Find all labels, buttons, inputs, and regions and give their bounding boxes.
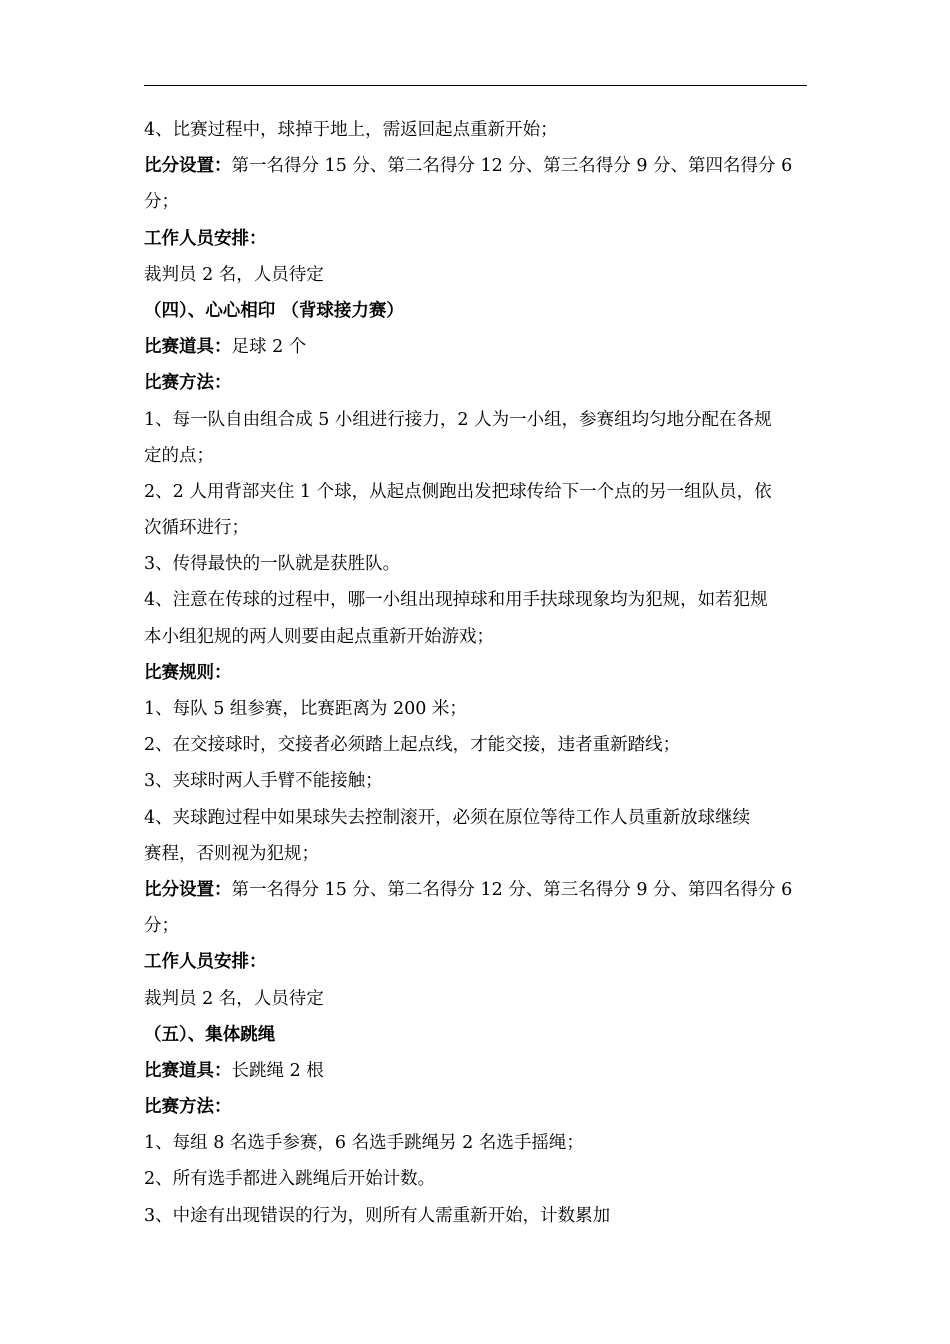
text-line: 1、每组 8 名选手参赛，6 名选手跳绳另 2 名选手摇绳； [144, 1133, 584, 1154]
text-line: 赛程，否则视为犯规； [144, 843, 319, 864]
header-rule [144, 85, 807, 86]
text-line: 比分设置：第一名得分 15 分、第二名得分 12 分、第三名得分 9 分、第四名得分 6 [144, 156, 793, 177]
text-line: 次循环进行； [144, 518, 249, 539]
document-body [144, 112, 809, 1234]
text-line: 1、每队 5 组参赛，比赛距离为 200 米； [144, 699, 467, 719]
section-label: 比赛方法： [144, 1097, 232, 1118]
section-heading: （五）、集体跳绳 [144, 1024, 276, 1045]
text-line: 3、夹球时两人手臂不能接触； [144, 771, 383, 792]
text-line: 裁判员 2 名，人员待定 [144, 988, 324, 1009]
text-line: 分； [144, 192, 179, 213]
text-line: 3、中途有出现错误的行为，则所有人需重新开始，计数累加 [144, 1205, 611, 1226]
text-line: 1、每一队自由组合成 5 小组进行接力，2 人为一小组，参赛组均匀地分配在各规 [144, 409, 772, 430]
section-label: 比赛方法： [144, 373, 232, 394]
section-label: 比赛规则： [144, 662, 232, 683]
text-line: 比分设置：第一名得分 15 分、第二名得分 12 分、第三名得分 9 分、第四名得分 6 [144, 879, 793, 900]
text-line: 本小组犯规的两人则要由起点重新开始游戏； [144, 626, 494, 647]
text-line: 3、传得最快的一队就是获胜队。 [144, 554, 401, 575]
text-line: 2、在交接球时，交接者必须踏上起点线，才能交接，违者重新踏线； [144, 735, 681, 756]
text-line: 分； [144, 916, 179, 937]
text-line: 4、夹球跑过程中如果球失去控制滚开，必须在原位等待工作人员重新放球继续 [144, 807, 751, 828]
section-label: 工作人员安排： [144, 952, 267, 973]
text-line: 4、比赛过程中，球掉于地上，需返回起点重新开始； [144, 120, 558, 140]
section-label: 工作人员安排： [144, 228, 267, 249]
text-line: 裁判员 2 名，人员待定 [144, 264, 324, 285]
text-line: 比赛道具：足球 2 个 [144, 337, 307, 358]
text-line: 定的点； [144, 445, 214, 466]
text-line: 4、注意在传球的过程中，哪一小组出现掉球和用手扶球现象均为犯规，如若犯规 [144, 590, 768, 611]
text-line: 比赛道具：长跳绳 2 根 [144, 1060, 324, 1081]
section-heading: （四）、心心相印 （背球接力赛） [144, 300, 404, 321]
text-line: 2、2 人用背部夹住 1 个球，从起点侧跑出发把球传给下一个点的另一组队员，依 [144, 481, 772, 502]
text-line: 2、所有选手都进入跳绳后开始计数。 [144, 1169, 436, 1190]
